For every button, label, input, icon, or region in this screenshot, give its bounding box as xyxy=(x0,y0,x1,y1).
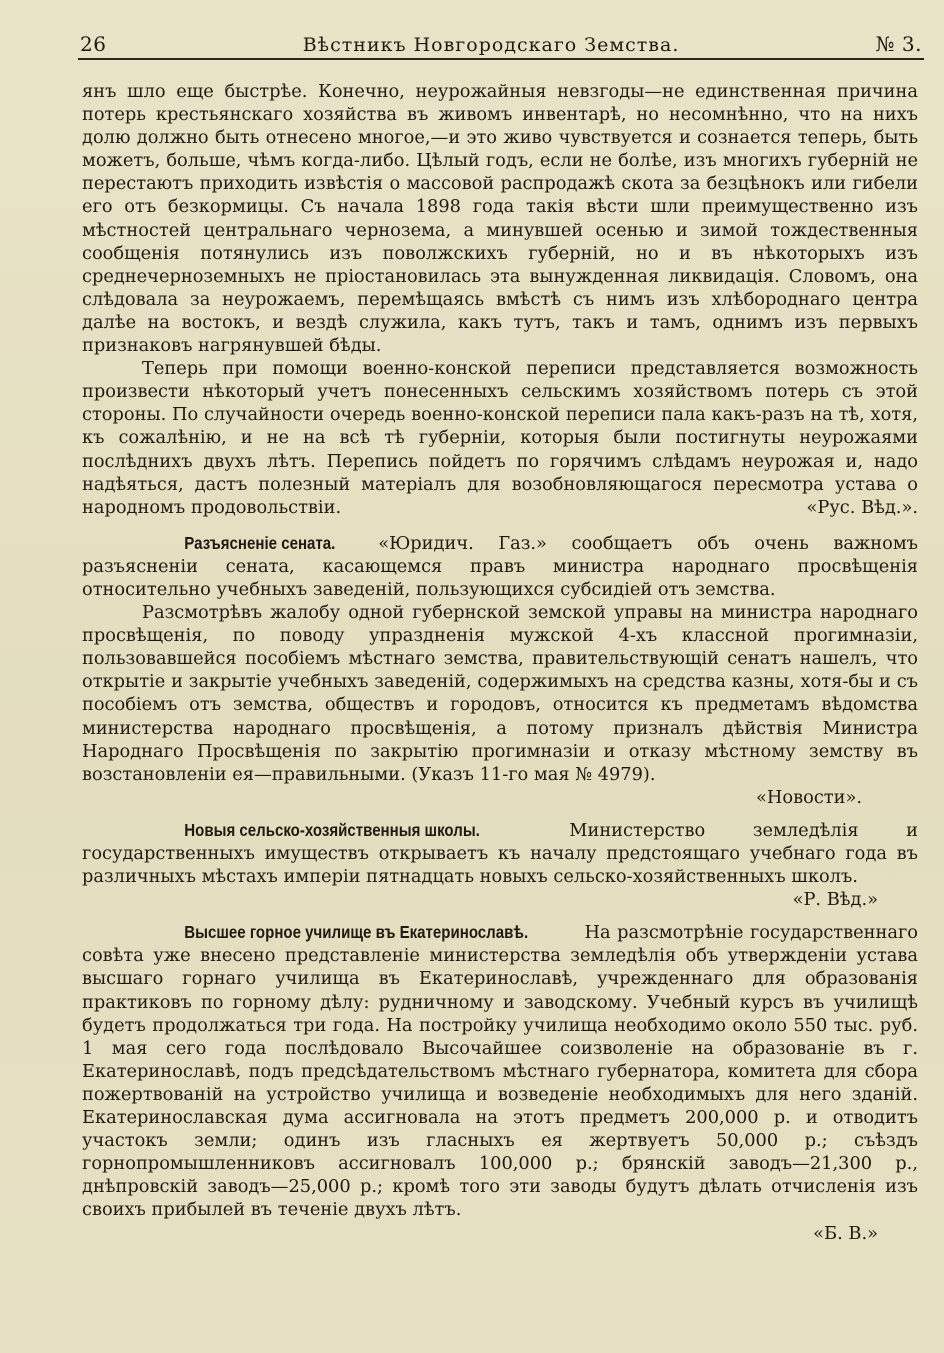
source-r-ved: «Р. Вѣд.» xyxy=(792,889,878,911)
section-agri-schools xyxy=(82,819,918,888)
source-b-v: «Б. В.» xyxy=(813,1222,878,1244)
journal-title: Вѣстникъ Новгородскаго Земства. xyxy=(302,34,680,56)
paragraph-census xyxy=(82,357,918,519)
section-heading-agri-schools: Новыя сельско-хозяйственныя школы. xyxy=(184,819,480,840)
section-senate xyxy=(82,532,918,601)
section-mining-school xyxy=(82,921,918,1221)
paragraph-continuation: янъ шло еще быстрѣе. Конечно, неурожайныя невзгоды—не единственная причина потерь крестьянскаго хозяйства въ живомъ инвентарѣ, но несомнѣнно, что на нихъ долю должно быть отнесено многое,—и это живо чувствуется и сознается теперь, быть можетъ, больше, чѣмъ когда-либо. Цѣлый годъ, если не болѣе, изъ многихъ губерній не перестаютъ приходить извѣстія о массовой распродажѣ скота за безцѣнокъ или гибели его отъ безкормицы. Съ начала 1898 года такія вѣсти шли преимущественно изъ мѣстностей центральнаго чернозема, а минувшей осенью и зимой тождественныя сообщенія потянулись изъ поволжскихъ губерній, но и въ нѣкоторыхъ изъ среднечерноземныхъ не пріостановилась эта вынужденная ликвидація. Словомъ, она слѣдовала за неурожаемъ, перемѣщаясь вмѣстѣ съ нимъ изъ хлѣбороднаго центра далѣе на востокъ, и вездѣ служила, какъ тутъ, такъ и тамъ, однимъ изъ первыхъ признаковъ нагрянувшей бѣды. xyxy=(82,81,918,357)
section-agri-schools-text: Министерство земледѣлія и государственныхъ имуществъ открываетъ къ началу предстоящаго учебнаго года въ различныхъ мѣстахъ имперіи пятнадцать новыхъ сельско-хозяйственныхъ школъ. xyxy=(82,819,918,888)
source-novosti: «Новости». xyxy=(756,786,862,808)
section-spacer xyxy=(82,809,918,819)
section-spacer xyxy=(82,911,918,921)
section-heading-mining-school: Высшее горное училище въ Екатеринославѣ. xyxy=(184,922,529,943)
paragraph-senate-ruling: Разсмотрѣвъ жалобу одной губернской земской управы на министра народнаго просвѣщенія, по поводу упраздненія мужской 4-хъ классной прогимназіи, пользовавшейся пособіемъ мѣстнаго земства, правительствующій сенатъ нашелъ, что открытіе и закрытіе учебныхъ заведеній, содержимыхъ на средства казны, хотя-бы и съ пособіемъ отъ земства, обществъ и городовъ, относится къ предметамъ вѣдомства министерства народнаго просвѣщенія, а потому призналъ дѣйствія Министра Народнаго Просвѣщенія по закрытію прогимназіи и отказу мѣстному земству въ возстановленіи ея—правильными. (Указъ 11-го мая № 4979). xyxy=(82,602,918,785)
article-body xyxy=(82,80,918,1245)
source-rus-ved: «Рус. Вѣд.». xyxy=(806,496,918,518)
section-heading-senate: Разъясненіе сената. xyxy=(184,532,336,553)
running-header xyxy=(80,28,922,56)
issue-number: № 3. xyxy=(875,32,922,56)
page-number: 26 xyxy=(80,32,107,56)
paragraph-census-text: Теперь при помощи военно-конской переписи представляется возможность произвести нѣкоторый учетъ понесенныхъ сельскимъ хозяйствомъ потерь съ этой стороны. По случайности очередь военно-конской переписи пала какъ-разъ на тѣ, хотя, къ сожалѣнію, и не на всѣ тѣ губерніи, которыя были постигнуты неурожаями послѣднихъ двухъ лѣтъ. Перепись пойдетъ по горячимъ слѣдамъ неурожая и, надо надѣяться, дастъ полезный матеріалъ для возобновляющагося пересмотра устава о народномъ продовольствіи. xyxy=(82,358,918,518)
header-rule xyxy=(78,58,924,60)
section-mining-school-text: На разсмотрѣніе государственнаго совѣта уже внесено представленіе министерства земледѣлія объ утвержденіи устава высшаго горнаго училища въ Екатеринославѣ, учрежденнаго для образованія практиковъ по горному дѣлу: рудничному и заводскому. Учебный курсъ въ училищѣ будетъ продолжаться три года. На постройку училища необходимо около 550 тыс. руб. 1 мая сего года послѣдовало Высочайшее соизволеніе на образованіе въ г. Екатеринославѣ, подъ предсѣдательствомъ мѣстнаго губернатора, комитета для сбора пожертвованій на устройство училища и возведеніе необходимыхъ для него зданій. Екатеринославская дума ассигновала на этотъ предметъ 200,000 р. и отводитъ участокъ земли; одинъ изъ гласныхъ ея жертвуетъ 50,000 р.; съѣздъ горнопромышленниковъ ассигновалъ 100,000 р.; брянскій заводъ—21,300 р., днѣпровскій заводъ—25,000 р.; кромѣ того эти заводы будутъ дѣлать отчисленія изъ своихъ прибылей въ теченіе двухъ лѣтъ. xyxy=(82,922,919,1221)
section-senate-text: «Юридич. Газ.» сообщаетъ объ очень важномъ разъясненіи сената, касающемся правъ министра народнаго просвѣщенія относительно учебныхъ заведеній, пользующихся субсидіей отъ земства. xyxy=(82,532,918,600)
section-spacer xyxy=(82,519,918,532)
